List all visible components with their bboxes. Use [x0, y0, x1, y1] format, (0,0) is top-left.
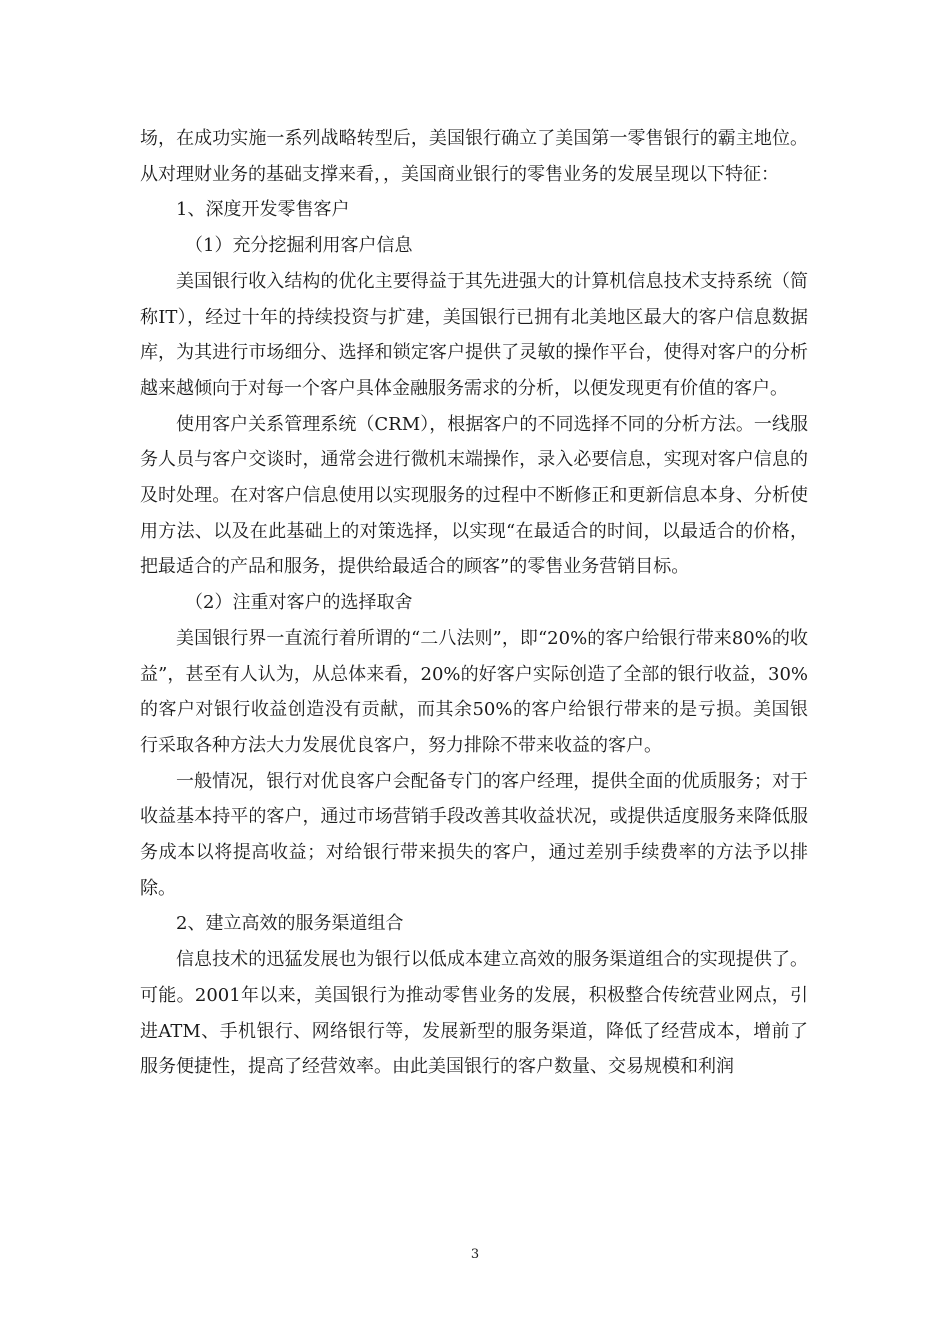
paragraph-crm: 使用客户关系管理系统（CRM），根据客户的不同选择不同的分析方法。一线服务人员与客户交谈时，通常会进行微机末端操作，录入必要信息，实现对客户信息的及时处理。在对客户信息使用以实现服务的过程中不断修正和更新信息本身、分析使用方法、以及在此基础上的对策选择，以实现“在最适合的时间，以最适合的价格，把最适合的产品和服务，提供给最适合的顾客”的零售业务营销目标。	[140, 413, 808, 578]
subheading-customer-info: （1）充分挖掘利用客户信息	[185, 235, 413, 257]
heading-deep-development: 1、深度开发零售客户	[176, 199, 350, 221]
paragraph-it-system: 美国银行收入结构的优化主要得益于其先进强大的计算机信息技术支持系统（简称IT），经过十年的持续投资与扩建，美国银行已拥有北美地区最大的客户信息数据库，为其进行市场细分、选择和锁定客户提供了灵敏的操作平台，使得对客户的分析越来越倾向于对每一个客户具体金融服务需求的分析，以便发现更有价值的客户。	[140, 270, 808, 399]
heading-service-channels: 2、建立高效的服务渠道组合	[176, 913, 404, 935]
subheading-customer-selection: （2）注重对客户的选择取舍	[185, 592, 413, 614]
body-text	[140, 121, 808, 1085]
page-number: 3	[470, 1247, 480, 1262]
paragraph-continuation: 场，在成功实施一系列战略转型后，美国银行确立了美国第一零售银行的霸主地位。从对理财业务的基础支撑来看，，美国商业银行的零售业务的发展呈现以下特征：	[140, 128, 808, 185]
paragraph-customer-tiers: 一般情况，银行对优良客户会配备专门的客户经理，提供全面的优质服务；对于收益基本持平的客户，通过市场营销手段改善其收益状况，或提供适度服务来降低服务成本以将提高收益；对给银行带来损失的客户，通过差别手续费率的方法予以排除。	[140, 770, 808, 899]
paragraph-channels: 信息技术的迅猛发展也为银行以低成本建立高效的服务渠道组合的实现提供了。可能。2001年以来，美国银行为推动零售业务的发展，积极整合传统营业网点，引进ATM、手机银行、网络银行等，发展新型的服务渠道，降低了经营成本，增前了服务便捷性，提高了经营效率。由此美国银行的客户数量、交易规模和利润	[140, 949, 808, 1078]
paragraph-pareto-rule: 美国银行界一直流行着所谓的“二八法则”，即“20%的客户给银行带来80%的收益”，甚至有人认为，从总体来看，20%的好客户实际创造了全部的银行收益，30%的客户对银行收益创造没有贡献，而其余50%的客户给银行带来的是亏损。美国银行采取各种方法大力发展优良客户，努力排除不带来收益的客户。	[140, 627, 808, 756]
